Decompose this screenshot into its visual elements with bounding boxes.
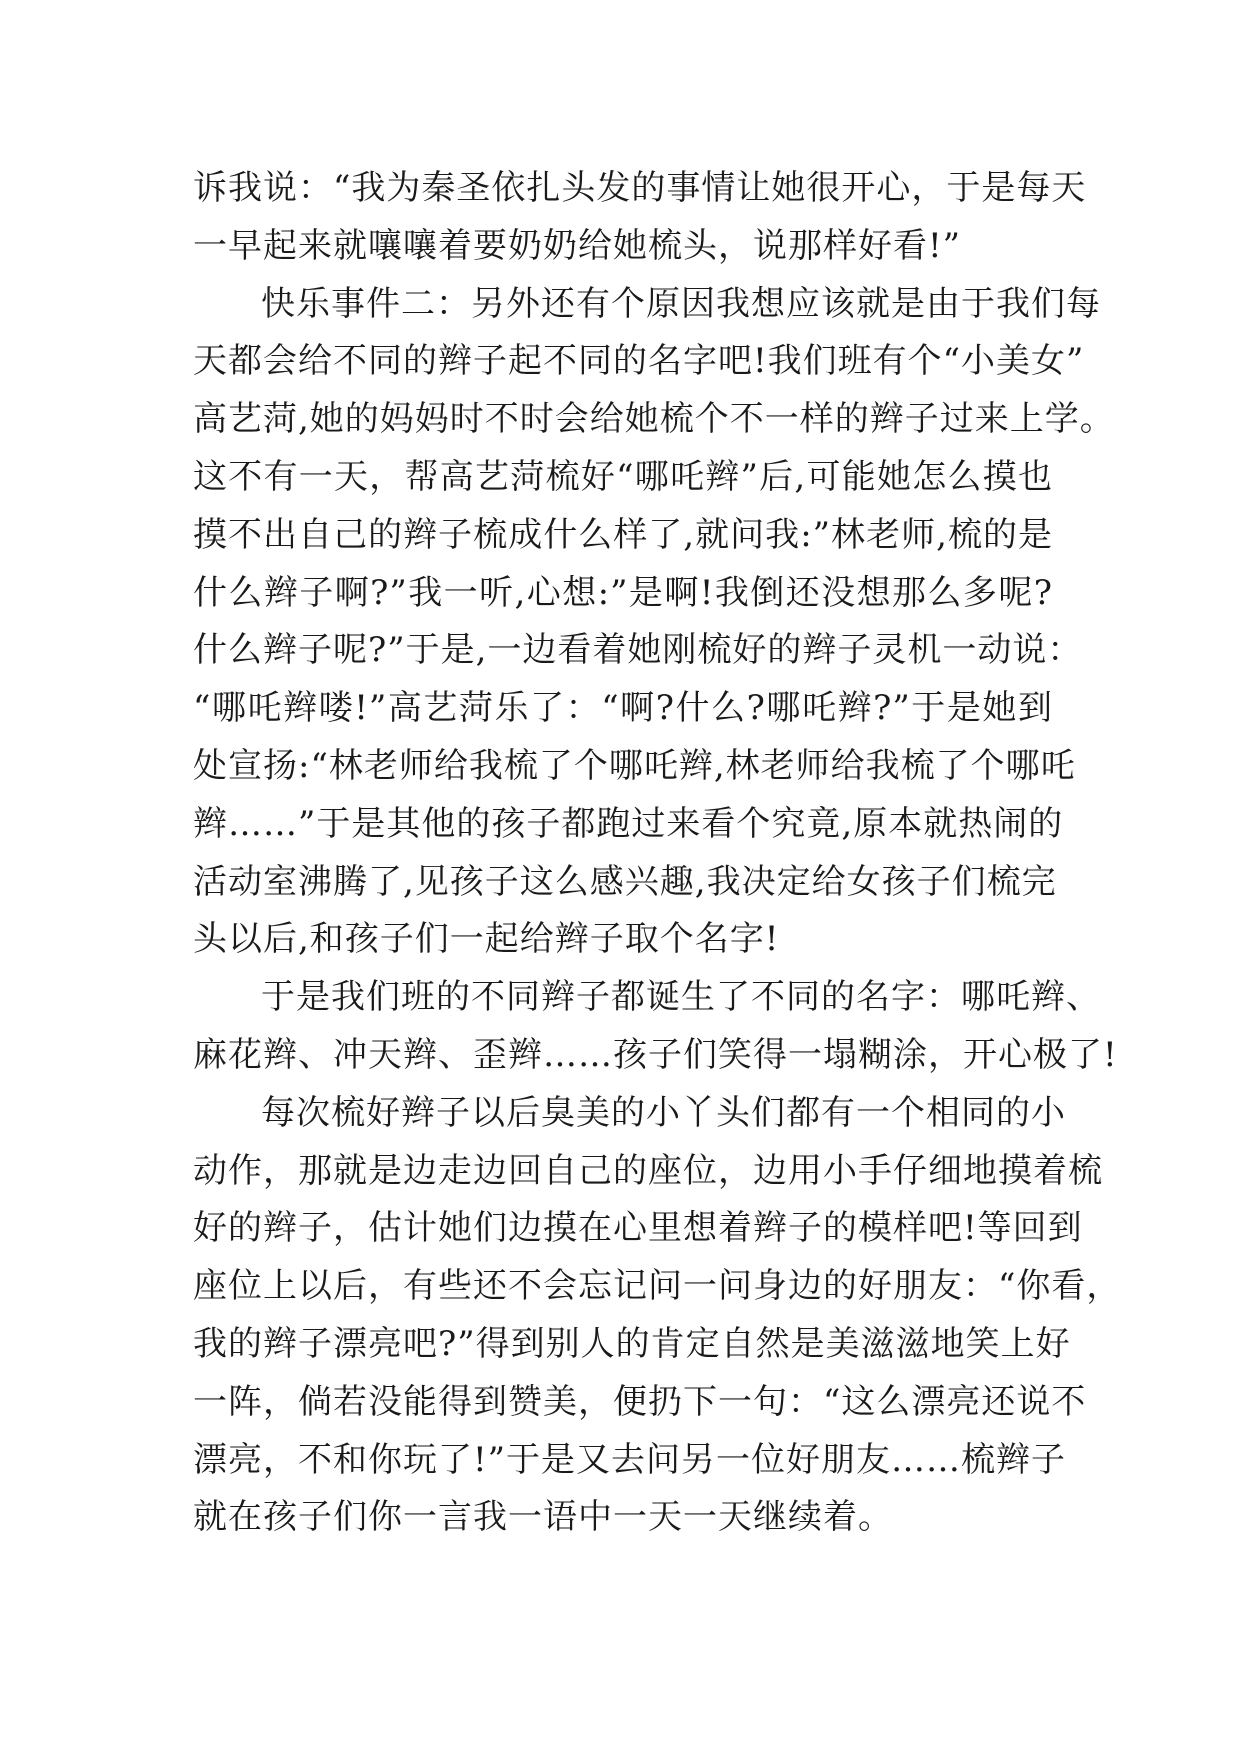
body-text [193,160,1122,1547]
text-line: 什么辫子呢?”于是,一边看着她刚梳好的辫子灵机一动说： [193,630,1083,671]
text-line: 麻花辫、冲天辫、歪辫……孩子们笑得一塌糊涂，开心极了! [193,1034,1118,1075]
text-line: 每次梳好辫子以后臭美的小丫头们都有一个相同的小 [261,1092,1066,1133]
text-line: 好的辫子，估计她们边摸在心里想着辫子的模样吧!等回到 [193,1208,1083,1249]
text-line: 这不有一天，帮高艺菏梳好“哪吒辫”后,可能她怎么摸也 [193,456,1053,497]
text-line: 我的辫子漂亮吧?”得到别人的肯定自然是美滋滋地笑上好 [193,1323,1071,1364]
text-line: 辫……”于是其他的孩子都跑过来看个究竟,原本就热闹的 [193,803,1064,844]
text-line: 座位上以后，有些还不会忘记问一问身边的好朋友：“你看， [193,1266,1122,1307]
text-line: 活动室沸腾了,见孩子这么感兴趣,我决定给女孩子们梳完 [193,861,1057,902]
text-line: 就在孩子们你一言我一语中一天一天继续着。 [193,1497,893,1538]
text-line: 动作，那就是边走边回自己的座位，边用小手仔细地摸着梳 [193,1150,1103,1191]
text-line: 一早起来就嚷嚷着要奶奶给她梳头，说那样好看!” [193,225,962,266]
text-line: 头以后,和孩子们一起给辫子取个名字! [193,919,780,960]
text-line: 处宣扬:“林老师给我梳了个哪吒辫,林老师给我梳了个哪吒 [193,745,1076,786]
text-line: 天都会给不同的辫子起不同的名字吧!我们班有个“小美女” [193,341,1085,382]
text-line: 摸不出自己的辫子梳成什么样了,就问我:”林老师,梳的是 [193,514,1053,555]
text-line: 快乐事件二：另外还有个原因我想应该就是由于我们每 [261,283,1101,324]
text-line: “哪吒辫喽!”高艺菏乐了：“啊?什么?哪吒辫?”于是她到 [193,688,1053,729]
text-line: 于是我们班的不同辫子都诞生了不同的名字：哪吒辫、 [261,977,1101,1018]
text-line: 漂亮，不和你玩了!”于是又去问另一位好朋友……梳辫子 [193,1439,1067,1480]
text-line: 什么辫子啊?”我一听,心想:”是啊!我倒还没想那么多呢? [193,572,1053,613]
text-line: 高艺菏,她的妈妈时不时会给她梳个不一样的辫子过来上学。 [193,399,1115,440]
text-line: 一阵，倘若没能得到赞美，便扔下一句：“这么漂亮还说不 [193,1381,1087,1422]
text-line: 诉我说：“我为秦圣依扎头发的事情让她很开心，于是每天 [193,168,1087,208]
